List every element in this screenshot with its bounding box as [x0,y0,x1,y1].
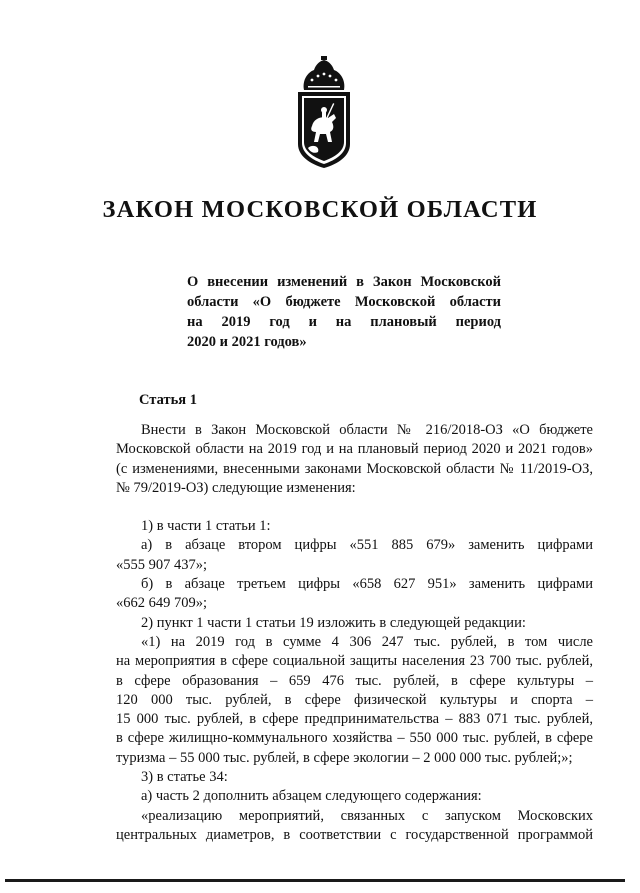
coat-of-arms-emblem [290,56,358,170]
body-line: центральных диаметров, в соответствии с государственной программой [116,826,593,843]
body-line: 3) в статье 34: [141,769,228,786]
body-line: в сфере жилищно-коммунального хозяйства – 550 000 тыс. рублей, в сфере [116,730,593,747]
body-line: в сфере образования – 659 476 тыс. рублей, в сфере культуры – [116,672,593,689]
page-bottom-rule [5,879,625,882]
body-line: Внести в Закон Московской области № 216/2018-ОЗ «О бюджете [141,422,593,438]
paragraph-gap [116,498,593,517]
body-line: (с изменениями, внесенными законами Московской области № 11/2019-ОЗ, [116,460,593,477]
body-line: № 79/2019-ОЗ) следующие изменения: [116,479,356,496]
subtitle-line: на 2019 год и на плановый период [187,314,501,330]
body-line: «реализацию мероприятий, связанных с запуском Московских [141,807,593,824]
body-line: 1) в части 1 статьи 1: [141,518,271,535]
body-line: а) в абзаце втором цифры «551 885 679» заменить цифрами [141,537,593,554]
body-line: «555 907 437»; [116,556,208,573]
document-subtitle [187,272,501,352]
body-line: 2) пункт 1 части 1 статьи 19 изложить в следующей редакции: [141,614,526,631]
body-line: б) в абзаце третьем цифры «658 627 951» заменить цифрами [141,576,593,593]
subtitle-line: О внесении изменений в Закон Московской [187,274,501,290]
body-line: «662 649 709»; [116,595,208,612]
body-line: 15 000 тыс. рублей, в сфере предпринимательства – 883 071 тыс. рублей, [116,711,593,728]
document-title: ЗАКОН МОСКОВСКОЙ ОБЛАСТИ [102,196,538,223]
body-line: 120 000 тыс. рублей, в сфере физической культуры и спорта – [116,691,593,708]
body-line: «1) на 2019 год в сумме 4 306 247 тыс. рублей, в том числе [141,633,593,650]
subtitle-line: 2020 и 2021 годов» [187,334,307,350]
article-heading: Статья 1 [139,392,197,408]
body-line: Московской области на 2019 год и на плановый период 2020 и 2021 годов» [116,441,593,458]
subtitle-line: области «О бюджете Московской области [187,294,501,310]
body-line: туризма – 55 000 тыс. рублей, в сфере экологии – 2 000 000 тыс. рублей;»; [116,749,573,766]
body-line: на мероприятия в сфере социальной защиты населения 23 700 тыс. рублей, [116,653,593,670]
body-line: а) часть 2 дополнить абзацем следующего содержания: [141,788,482,805]
document-body [116,421,593,845]
